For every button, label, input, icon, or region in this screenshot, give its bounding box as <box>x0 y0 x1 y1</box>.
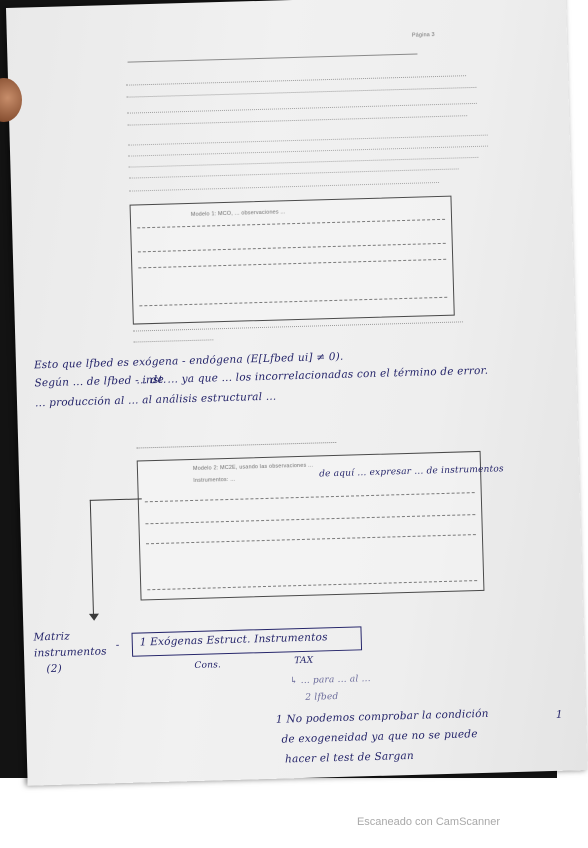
matrix-dash: - <box>115 639 120 652</box>
margin-mark: 1 <box>555 708 564 721</box>
faded-line <box>129 182 439 199</box>
table-rule <box>146 534 476 544</box>
handwritten-line: Según ... de lfbed - inst. <box>34 373 167 390</box>
faded-line <box>133 339 213 349</box>
matrix-label: instrumentos <box>33 645 107 660</box>
name-line <box>128 54 418 70</box>
table-rule <box>138 259 446 269</box>
faded-line <box>133 321 463 338</box>
table-note: Instrumentos: ... <box>193 476 236 484</box>
table-title: Modelo 1: MCO, ... observaciones ... <box>190 209 286 218</box>
page-header: Página 3 <box>411 32 435 39</box>
matrix-under-label: Cons. <box>194 660 222 671</box>
arrow-vertical <box>90 500 95 618</box>
table-rule <box>145 492 475 502</box>
table-rule <box>145 514 475 524</box>
table-rule <box>147 580 477 590</box>
matrix-content: 1 Exógenas Estruct. Instrumentos <box>139 631 328 649</box>
matrix-under-label: TAX <box>294 655 314 667</box>
handwritten-line: Esto que lfbed es exógena - endógena (E[Lfbed ui] ≠ 0). <box>33 350 344 372</box>
arrow-head <box>89 614 99 621</box>
handwritten-annotation: de aquí ... expresar ... de instrumentos <box>319 464 504 480</box>
exam-paper <box>6 0 588 786</box>
scanner-watermark: Escaneado con CamScanner <box>356 816 501 828</box>
handwritten-note: ↳ ... para ... al ... <box>289 674 371 687</box>
arrow-horizontal <box>90 498 142 501</box>
handwritten-line: de exogeneidad ya que no se puede <box>281 728 478 746</box>
handwritten-line: hacer el test de Sargan <box>284 749 415 766</box>
table-rule <box>139 297 447 307</box>
table-rule <box>137 219 445 229</box>
handwritten-line: ... de ... ya que ... los incorrelacionadas con el término de error. <box>136 364 489 387</box>
handwritten-line: ... producción al ... al análisis estructural ... <box>34 390 277 410</box>
handwritten-note: 2 lfbed <box>305 691 339 703</box>
ols-table <box>130 196 455 325</box>
matrix-label: (2) <box>46 662 63 676</box>
handwritten-line: 1 No podemos comprobar la condición <box>275 707 489 726</box>
faded-line <box>136 442 336 456</box>
table-title: Modelo 2: MC2E, usando las observaciones ... <box>192 462 314 472</box>
table-rule <box>138 243 446 253</box>
matrix-label: Matriz <box>33 630 71 644</box>
